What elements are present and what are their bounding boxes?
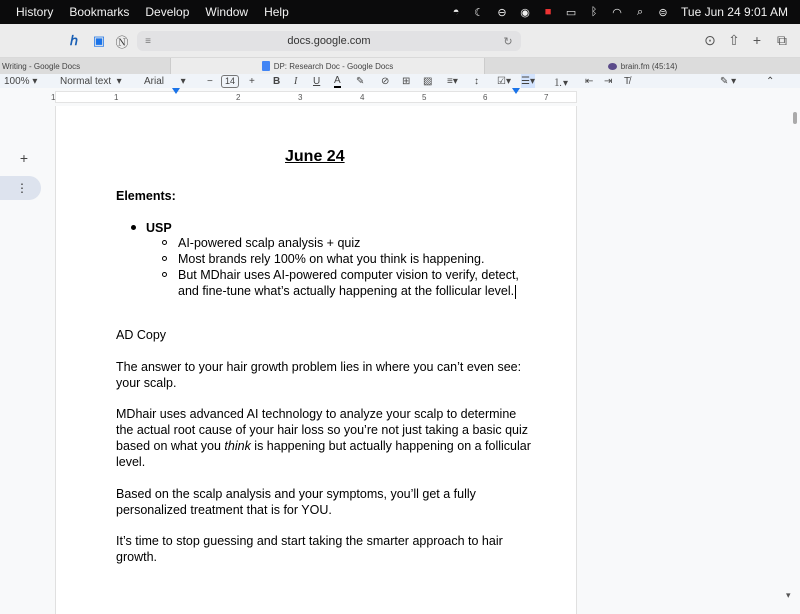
clear-formatting-icon[interactable]: T̸ — [624, 75, 631, 87]
align-icon[interactable]: ≡▾ — [447, 75, 458, 87]
google-docs-icon — [262, 61, 270, 71]
paragraph-line: your scalp. — [116, 376, 177, 390]
page-menu-icon[interactable]: ≡ — [145, 35, 151, 47]
paragraph-line: The answer to your hair growth problem lies in where you can’t even see: — [116, 360, 522, 374]
font-size-decrease[interactable]: − — [207, 75, 213, 87]
paragraph-line: the actual root cause of your hair loss so you’re not just taking a basic quiz — [116, 423, 529, 437]
macos-menubar — [0, 0, 800, 24]
italic-text-run: think — [224, 439, 251, 453]
sub-bullet-text: and fine-tune what’s actually happening at the follicular level. — [178, 284, 515, 298]
tab-title: Writing - Google Docs — [2, 61, 81, 71]
comment-icon[interactable]: ⊞ — [402, 75, 411, 87]
paragraph-line: It’s time to stop guessing and start taking the smarter approach to hair — [116, 534, 503, 548]
italic-icon[interactable]: I — [294, 75, 298, 87]
docs-toolbar — [0, 74, 800, 88]
red-app-icon[interactable]: ■ — [544, 6, 552, 18]
line-spacing-icon[interactable]: ↕ — [474, 75, 479, 87]
status-icons — [441, 0, 788, 24]
control-center-icon[interactable]: ⊜ — [658, 6, 668, 19]
style-value: Normal text — [60, 75, 112, 87]
menu-help[interactable]: Help — [264, 5, 289, 19]
add-tab-icon[interactable]: + — [19, 150, 29, 166]
font-size-increase[interactable]: + — [249, 75, 255, 87]
scroll-down-icon[interactable]: ▾ — [786, 590, 791, 600]
paragraph-line: Based on the scalp analysis and your symptoms, you’ll get a fully — [116, 487, 476, 501]
bullet-circle-icon — [162, 240, 167, 245]
ruler-number: 1 — [114, 93, 119, 102]
menu-bookmarks[interactable]: Bookmarks — [69, 5, 130, 19]
ruler — [0, 88, 800, 106]
underline-icon[interactable]: U — [313, 75, 321, 87]
extension-h-icon[interactable]: ℎ — [69, 33, 79, 48]
bluetooth-icon[interactable]: ᛒ — [590, 6, 598, 18]
bullet-list-icon[interactable]: ☰▾ — [521, 75, 535, 87]
text-cursor — [515, 285, 516, 299]
paragraph-line: level. — [116, 455, 146, 469]
extension-blue-icon[interactable]: ▣ — [92, 33, 106, 48]
reload-icon[interactable]: ↻ — [503, 35, 513, 48]
increase-indent-icon[interactable]: ⇥ — [604, 75, 613, 87]
bold-icon[interactable]: B — [273, 75, 281, 87]
font-value: Arial — [144, 75, 165, 87]
shell-icon[interactable]: ◓ — [452, 6, 460, 18]
tab-brainfm[interactable] — [485, 58, 800, 74]
tab-title: brain.fm (45:14) — [620, 61, 678, 71]
bullet-item — [131, 220, 172, 236]
share-icon[interactable]: ⇧ — [728, 31, 740, 48]
sub-bullet-item — [162, 235, 360, 251]
menu-develop[interactable]: Develop — [145, 5, 190, 19]
ruler-number: 2 — [236, 93, 241, 102]
text-color-icon[interactable]: A — [334, 74, 341, 88]
address-bar[interactable] — [137, 31, 521, 51]
tab-strip — [0, 58, 800, 74]
document-page[interactable] — [55, 106, 577, 614]
more-options-icon[interactable]: ⋮ — [16, 181, 28, 195]
scrollbar-thumb[interactable] — [793, 112, 797, 124]
battery-icon[interactable]: ▭ — [565, 6, 577, 19]
minus-circle-icon[interactable]: ⊖ — [497, 6, 507, 19]
numbered-list-icon[interactable]: ⒈▾ — [553, 77, 569, 88]
wifi-icon[interactable]: ◠ — [612, 6, 622, 19]
left-indent-marker[interactable] — [172, 88, 180, 94]
moon-icon[interactable]: ☾ — [474, 6, 484, 19]
download-icon[interactable]: ⊙ — [704, 31, 716, 48]
decrease-indent-icon[interactable]: ⇤ — [585, 75, 594, 87]
ruler-number: 1 — [51, 93, 56, 102]
sub-bullet-text: But MDhair uses AI-powered computer vision to verify, detect, — [178, 268, 519, 282]
font-size-value: 14 — [221, 75, 239, 88]
link-icon[interactable]: ⊘ — [381, 75, 390, 87]
url-text: docs.google.com — [287, 35, 371, 47]
new-tab-icon[interactable]: + — [752, 32, 762, 48]
style-select[interactable]: Normal text ▾ — [60, 75, 122, 87]
bullet-circle-icon — [162, 256, 167, 261]
sub-bullet-continuation — [178, 283, 516, 299]
ruler-number: 4 — [360, 93, 365, 102]
document-tab[interactable] — [0, 176, 41, 200]
ruler-band — [55, 91, 577, 103]
sub-bullet-item — [162, 267, 519, 283]
elements-heading: Elements: — [116, 189, 176, 203]
zoom-value: 100% — [4, 75, 30, 87]
ruler-number: 6 — [483, 93, 488, 102]
bullet-circle-icon — [162, 272, 167, 277]
record-icon[interactable]: ◉ — [520, 6, 530, 19]
ruler-number: 7 — [544, 93, 549, 102]
tab-overview-icon[interactable]: ⧉ — [777, 31, 787, 48]
right-indent-marker[interactable] — [512, 88, 520, 94]
paragraph-line: growth. — [116, 550, 157, 564]
text-run: is happening but actually happening on a follicular — [250, 439, 531, 453]
ruler-number: 3 — [298, 93, 303, 102]
tab-research-doc[interactable] — [170, 58, 485, 74]
notion-icon[interactable]: Ⓝ — [115, 34, 129, 50]
tab-title: DP: Research Doc - Google Docs — [273, 61, 394, 71]
bullet-text: USP — [146, 221, 172, 235]
collapse-menus-icon[interactable]: ⌃ — [766, 75, 775, 87]
sub-bullet-text: AI-powered scalp analysis + quiz — [178, 236, 361, 250]
search-icon[interactable]: ⌕ — [636, 5, 644, 18]
ruler-number: 5 — [422, 93, 427, 102]
text-run: based on what you — [116, 439, 225, 453]
menu-history[interactable]: History — [16, 5, 54, 19]
sub-bullet-item — [162, 251, 484, 267]
tab-writing[interactable] — [0, 58, 170, 74]
font-select[interactable]: Arial ▾ — [144, 75, 186, 87]
font-size-box[interactable] — [221, 74, 239, 88]
ad-copy-heading: AD Copy — [116, 328, 167, 342]
bullet-dot-icon — [131, 225, 136, 230]
image-icon[interactable]: ▨ — [423, 75, 433, 87]
paragraph-line: personalized treatment that is for YOU. — [116, 503, 332, 517]
menu-window[interactable]: Window — [205, 5, 249, 19]
paragraph-line: MDhair uses advanced AI technology to analyze your scalp to determine — [116, 407, 517, 421]
paragraph-line — [116, 438, 531, 454]
menubar-clock[interactable]: Tue Jun 24 9:01 AM — [681, 5, 788, 19]
document-title: June 24 — [285, 148, 345, 165]
zoom-select[interactable]: 100% ▾ — [4, 75, 38, 87]
brainfm-icon — [608, 63, 617, 70]
editing-mode-icon[interactable]: ✎ ▾ — [720, 75, 737, 87]
sub-bullet-text: Most brands rely 100% on what you think is happening. — [178, 252, 485, 266]
highlight-icon[interactable]: ✎ — [356, 75, 365, 87]
checklist-icon[interactable]: ☑▾ — [497, 75, 511, 87]
